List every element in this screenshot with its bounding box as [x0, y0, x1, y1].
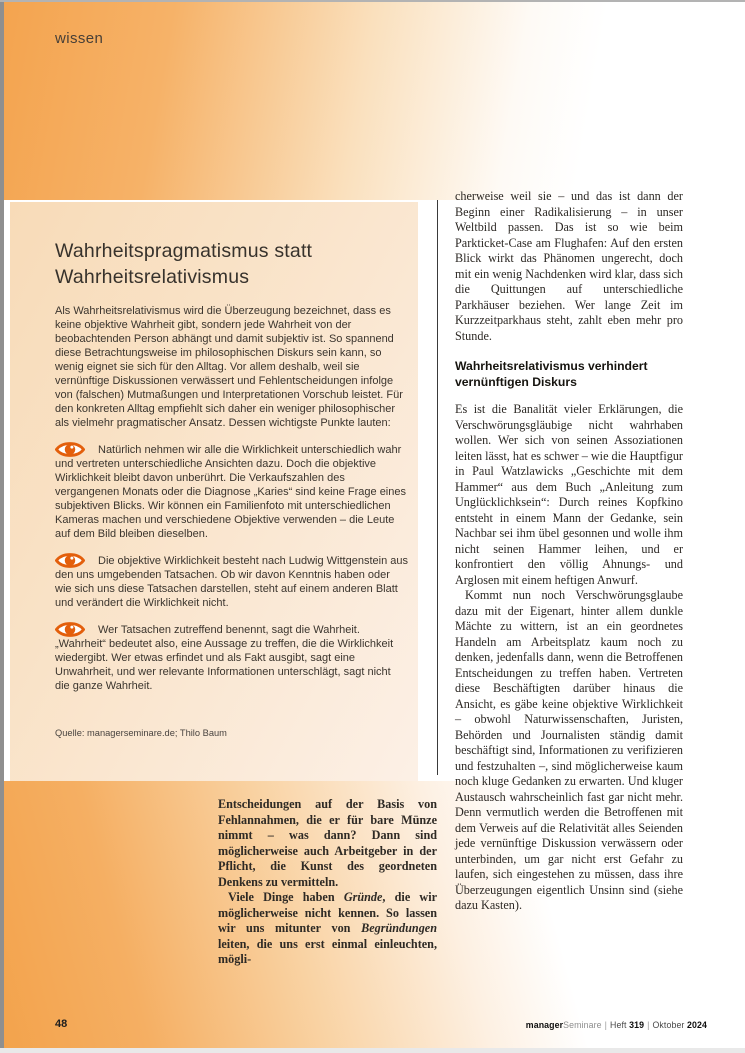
middle-p2-text: , die wir möglicherweise nicht kennen. So lassen wir uns mitunter von: [218, 890, 438, 935]
footer-brand-bold: manager: [525, 1020, 564, 1030]
infobox-source: Quelle: managerseminare.de; Thilo Baum: [55, 728, 227, 738]
eye-icon: [55, 440, 85, 459]
footer-brand-light: Seminare: [563, 1020, 602, 1030]
article-subheading: Wahrheitsrelativismus verhindert vernünftigen Diskurs: [455, 359, 648, 389]
right-paragraph-2: Es ist die Banalität vieler Erklärungen, die Verschwörungsgläubige nicht wahrhaben wollen. Wer sich von seinen Assoziationen leiten lässt, hat es schwer – wie die Hauptfigur in Paul Watzlawicks „Geschichte mit dem Hammer“ aus dem Buch „Anleitung zum Unglücklichksein“: Durch reines Kopfkino entsteht in einem Mann der Gedanke, sein Nachbar sei ihm übel gesonnen und wolle ihm nicht seinen Hammer leihen, und er konfrontiert den völlig Ahnungs- und Arglosen mit einem heftigen Anwurf.: [455, 402, 683, 587]
right-paragraph-1: cherweise weil sie – und das ist dann der Beginn einer Radikalisierung – in unser Weltbild passen. Das ist so wie beim Parkticket-Case am Flughafen: Auf den ersten Blick wirkt das Phänomen ungerecht, doch mit ein wenig Nachdenken wird klar, dass sich die Quittungen auf unterschiedliche Parkhäuser beziehen. Wer lange Zeit im Kurzzeitparkhaus steht, zahlt eben mehr pro Stunde.: [455, 189, 683, 343]
middle-paragraph-1: Entscheidungen auf der Basis von Fehlannahmen, die er für bare Münze nimmt – was dann? Dann sind möglicherweise auch Arbeitgeber in der Pflicht, die Kunst des geordneten Denkens zu vermitteln.: [218, 797, 437, 889]
page-edge-bottom: [0, 1048, 745, 1053]
footer-separator: |: [647, 1020, 650, 1030]
footer-issue-number: 319: [629, 1020, 645, 1030]
footer-issue-label: Heft: [610, 1020, 627, 1030]
section-label: wissen: [55, 30, 104, 47]
bullet-text: Die objektive Wirklichkeit besteht nach Ludwig Wittgenstein aus den uns umgebenden Tatsachen. Ob wir davon Kenntnis haben oder wie sich uns diese Tatsachen darstellen, steht auf einem anderen Blatt und verändert die Wirklichkeit nicht.: [55, 555, 408, 609]
infobox-wahrheitspragmatismus: [10, 202, 418, 781]
right-paragraph-3: Kommt nun noch Verschwörungsglaube dazu mit der Eigenart, hinter allem dunkle Mächte zu wittern, ist an ein geordnetes Handeln am Arbeitsplatz kaum noch zu denken, jedenfalls dann, wenn die Betroffenen Entscheidungen zu treffen haben. Vertreten diese Beschäftigten darüber hinaus die Ansicht, es gäbe keine objektive Wirklichkeit – obwohl Naturwissenschaften, Juristen, Behörden und Journalisten ständig damit beschäftigt sind, Informationen zu verifizieren und festzuhalten –, sind möglicherweise kaum noch kluge Gedanken zu erwarten. Und kluger Austausch wahrscheinlich fast gar nicht mehr. Denn vermutlich werden die Betroffenen mit dem Verweis auf die Relativität alles Seienden jede vernünftige Diskussion verwässern oder unterbinden, um gar nicht erst Gefahr zu laufen, sich eingestehen zu müssen, dass ihre Überzeugungen eigentlich Unsinn sind (siehe dazu Kasten).: [455, 588, 683, 912]
article-right-column: [455, 189, 683, 914]
column-divider-rule: [437, 200, 438, 775]
page-edge-top: [0, 0, 745, 2]
middle-p2-italic-2: Begründungen: [361, 921, 437, 935]
infobox-bullet-3: [55, 623, 408, 693]
middle-p2-text: leiten, die uns erst einmal einleuchten, mögli-: [218, 936, 437, 966]
footer-separator: |: [604, 1020, 607, 1030]
eye-icon: [55, 551, 85, 570]
bullet-text: Wer Tatsachen zutreffend benennt, sagt die Wahrheit. „Wahrheit“ bedeutet also, eine Aussage zu treffen, die die Wirklichkeit wiedergibt. Wer etwas erfindet und als Fakt ausgibt, sagt eine Unwahrheit, und wer relevante Informationen unterschlägt, sagt nicht die ganze Wahrheit.: [55, 624, 394, 692]
page-number: 48: [55, 1018, 68, 1030]
infobox-body: [55, 304, 408, 739]
infobox-intro: Als Wahrheitsrelativismus wird die Überzeugung bezeichnet, dass es keine objektive Wahrheit gibt, sondern jede Wahrheit von der beobachtenden Person abhängt und damit subjektiv ist. So spannend diese Betrachtungsweise im philosophischen Diskurs sein kann, so wenig eignet sie sich für den Alltag. Vor allem deshalb, weil sie vernünftige Diskussionen verwässert und Fehlentscheidungen infolge von (falschen) Mutmaßungen und Interpretationen Vorschub leistet. Für den konkreten Alltag empfiehlt sich daher ein weniger philosophischer als vielmehr pragmatischer Ansatz. Dessen wichtigste Punkte lauten:: [55, 305, 403, 429]
infobox-title: Wahrheitspragmatismus statt Wahrheitsrelativismus: [55, 240, 313, 288]
page-edge-left: [0, 0, 4, 1053]
article-middle-column: [218, 797, 437, 968]
infobox-bullet-2: [55, 554, 408, 610]
footer-year: 2024: [687, 1020, 707, 1030]
footer-month: Oktober: [652, 1020, 685, 1030]
footer-magazine-info: [526, 1020, 707, 1030]
middle-p2-italic-1: Gründe: [343, 890, 383, 904]
middle-paragraph-2: [218, 890, 437, 968]
top-gradient-band: [4, 2, 745, 200]
bullet-text: Natürlich nehmen wir alle die Wirklichkeit unterschiedlich wahr und vertreten unterschiedliche Ansichten dazu. Doch die objektive Wirklichkeit bleibt davon unberührt. Die Verkaufszahlen des vergangenen Monats oder die Diagnose „Karies“ sind keine Frage eines subjektiven Blicks. Wir können ein Familienfoto mit unterschiedlichen Kameras machen und verschiedene Objektive verwenden – die Leute auf dem Bild bleiben dieselben.: [55, 444, 406, 540]
middle-p2-text: Viele Dinge haben: [228, 890, 344, 904]
infobox-bullet-1: [55, 443, 408, 541]
eye-icon: [55, 620, 85, 639]
